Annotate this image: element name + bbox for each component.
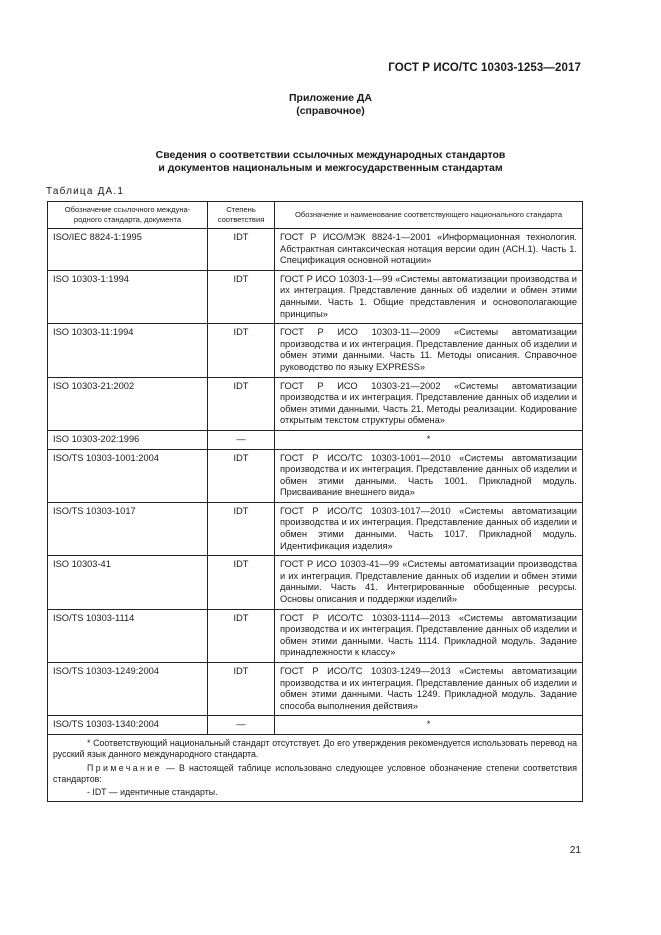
table-header-row (48, 202, 583, 229)
cell-degree: IDT (208, 556, 275, 609)
cell-degree: IDT (208, 377, 275, 430)
cell-national-standard: * (275, 430, 583, 449)
table-row (48, 716, 583, 735)
cell-standard: ISO 10303-11:1994 (48, 324, 208, 377)
cell-standard: ISO/TS 10303-1017 (48, 502, 208, 555)
annex-heading (0, 92, 661, 118)
note-label: Примечание (87, 762, 162, 773)
cell-national-standard: ГОСТ Р ИСО 10303-21—2002 «Системы автоматизации производства и их интеграция. Представление данных об изделии и обмен этими данными. Часть 21. Методы реализации. Кодирование открытым текстом структуры обмена» (275, 377, 583, 430)
cell-standard: ISO/TS 10303-1340:2004 (48, 716, 208, 735)
table-row (48, 502, 583, 555)
document-code: ГОСТ Р ИСО/ТС 10303-1253—2017 (388, 62, 581, 74)
cell-degree: IDT (208, 270, 275, 323)
table-note (53, 763, 577, 786)
table-row (48, 449, 583, 502)
table-footnote: * Соответствующий национальный стандарт отсутствует. До его утверждения рекомендуется использовать перевод на русский язык данного международного стандарта. (53, 737, 577, 760)
annex-subtitle: (справочное) (296, 105, 365, 117)
cell-standard: ISO 10303-1:1994 (48, 270, 208, 323)
section-title (0, 149, 661, 175)
annex-title: Приложение ДА (289, 92, 372, 104)
table-row (48, 663, 583, 716)
section-title-line-1: Сведения о соответствии ссылочных международных стандартов (155, 149, 506, 161)
cell-standard: ISO 10303-41 (48, 556, 208, 609)
cell-standard: ISO/TS 10303-1249:2004 (48, 663, 208, 716)
cell-standard: ISO 10303-202:1996 (48, 430, 208, 449)
note-text: — В настоящей таблице использовано следующее условное обозначение степени соответствия стандартов: (53, 762, 577, 784)
cell-standard: ISO/IEC 8824-1:1995 (48, 229, 208, 271)
table-row (48, 270, 583, 323)
correspondence-table (47, 201, 583, 802)
cell-standard: ISO 10303-21:2002 (48, 377, 208, 430)
table-row (48, 609, 583, 662)
cell-national-standard: ГОСТ Р ИСО/ТС 10303-1114—2013 «Системы автоматизации производства и их интеграция. Представление данных об изделии и обмен этими данными. Часть 1114. Прикладной модуль. Задание принадлежности к классу» (275, 609, 583, 662)
table-row (48, 324, 583, 377)
cell-national-standard: ГОСТ Р ИСО 10303-1—99 «Системы автоматизации производства и их интеграция. Представление данных об изделии и обмен этими данными. Часть 1. Общие представления и основополагающие принципы» (275, 270, 583, 323)
cell-degree: IDT (208, 324, 275, 377)
page-number: 21 (569, 845, 581, 856)
cell-degree: — (208, 430, 275, 449)
cell-degree: IDT (208, 609, 275, 662)
cell-degree: — (208, 716, 275, 735)
header-degree: Степень соответствия (208, 202, 275, 229)
cell-degree: IDT (208, 229, 275, 271)
table-notes-row (48, 734, 583, 801)
cell-standard: ISO/TS 10303-1114 (48, 609, 208, 662)
idt-definition: - IDT — идентичные стандарты. (87, 787, 218, 798)
cell-national-standard: * (275, 716, 583, 735)
cell-national-standard: ГОСТ Р ИСО 10303-41—99 «Системы автоматизации производства и их интеграция. Представление данных об изделии и обмен этими данными. Часть 41. Интегрированные обобщенные ресурсы. Основы описания и поддержки изделий» (275, 556, 583, 609)
cell-national-standard: ГОСТ Р ИСО/ТС 10303-1017—2010 «Системы автоматизации производства и их интеграция. Представление данных об изделии и обмен этими данными. Часть 1017. Прикладной модуль. Идентификация изделия» (275, 502, 583, 555)
header-national-standard: Обозначение и наименование соответствующего национального стандарта (275, 202, 583, 229)
table-row (48, 556, 583, 609)
cell-degree: IDT (208, 663, 275, 716)
table-row (48, 229, 583, 271)
table-row (48, 377, 583, 430)
table-row (48, 430, 583, 449)
table-notes (48, 734, 583, 801)
cell-national-standard: ГОСТ Р ИСО/МЭК 8824-1—2001 «Информационная технология. Абстрактная синтаксическая нотация версии один (АСН.1). Часть 1. Спецификация основной нотации» (275, 229, 583, 271)
table-label: Таблица ДА.1 (46, 186, 125, 197)
cell-national-standard: ГОСТ Р ИСО 10303-11—2009 «Системы автоматизации производства и их интеграция. Представление данных об изделии и обмен этими данными. Часть 11. Методы описания. Справочное руководство по языку EXPRESS» (275, 324, 583, 377)
section-title-line-2: и документов национальным и межгосударственным стандартам (158, 162, 503, 174)
header-international-standard: Обозначение ссылочного междуна-родного стандарта, документа (48, 202, 208, 229)
cell-national-standard: ГОСТ Р ИСО/ТС 10303-1249—2013 «Системы автоматизации производства и их интеграция. Представление данных об изделии и обмен этими данными. Часть 1249. Прикладной модуль. Задание способа выполнения действия» (275, 663, 583, 716)
cell-national-standard: ГОСТ Р ИСО/ТС 10303-1001—2010 «Системы автоматизации производства и их интеграция. Представление данных об изделии и обмен этими данными. Часть 1001. Прикладной модуль. Присваивание внешнего вида» (275, 449, 583, 502)
cell-degree: IDT (208, 502, 275, 555)
cell-degree: IDT (208, 449, 275, 502)
cell-standard: ISO/TS 10303-1001:2004 (48, 449, 208, 502)
